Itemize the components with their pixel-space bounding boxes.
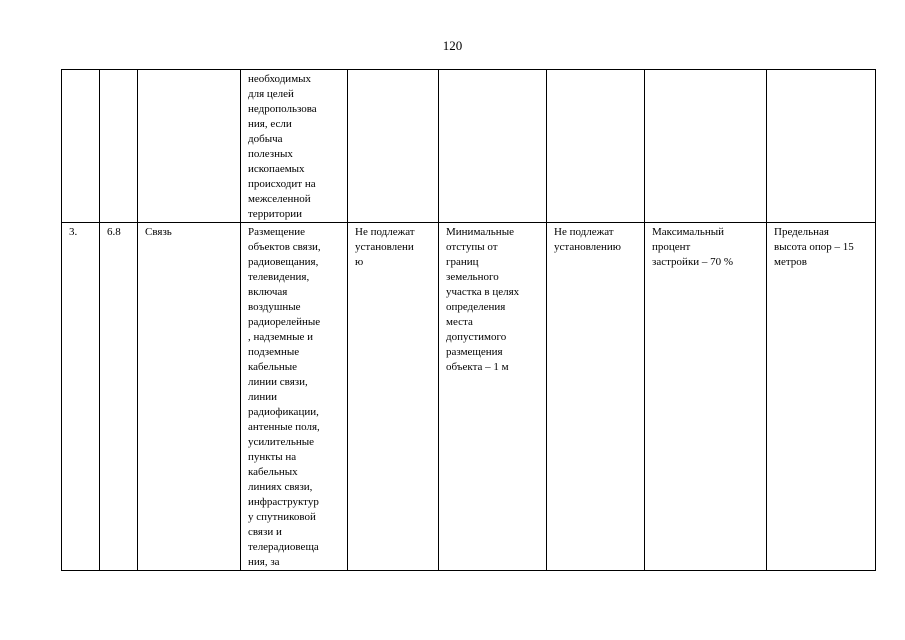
cell-other: Предельная высота опор – 15 метров	[767, 223, 876, 571]
table-row	[62, 223, 876, 571]
cell-setbacks	[439, 70, 547, 223]
cell-num	[62, 70, 100, 223]
table-row	[62, 70, 876, 223]
cell-num: 3.	[62, 223, 100, 571]
cell-coverage	[645, 70, 767, 223]
cell-floors: Не подлежат установлению	[547, 223, 645, 571]
cell-description: Размещение объектов связи, радиовещания, телевидения, включая воздушные радиорелейные , надземные и подземные кабельные линии связи, линии радиофикации, антенные поля, усилительные пункты на кабельных линиях связи, инфраструктур у спутниковой связи и телерадиовеща ния, за	[241, 223, 348, 571]
cell-name	[138, 70, 241, 223]
cell-area	[348, 70, 439, 223]
cell-floors	[547, 70, 645, 223]
cell-code: 6.8	[100, 223, 138, 571]
cell-code	[100, 70, 138, 223]
cell-name: Связь	[138, 223, 241, 571]
cell-setbacks: Минимальные отступы от границ земельного участка в целях определения места допустимого размещения объекта – 1 м	[439, 223, 547, 571]
cell-coverage: Максимальный процент застройки – 70 %	[645, 223, 767, 571]
regulations-table	[61, 69, 876, 571]
cell-description: необходимых для целей недропользова ния, если добыча полезных ископаемых происходит на межселенной территории	[241, 70, 348, 223]
cell-other	[767, 70, 876, 223]
cell-area: Не подлежат установлени ю	[348, 223, 439, 571]
page-number: 120	[442, 38, 463, 53]
